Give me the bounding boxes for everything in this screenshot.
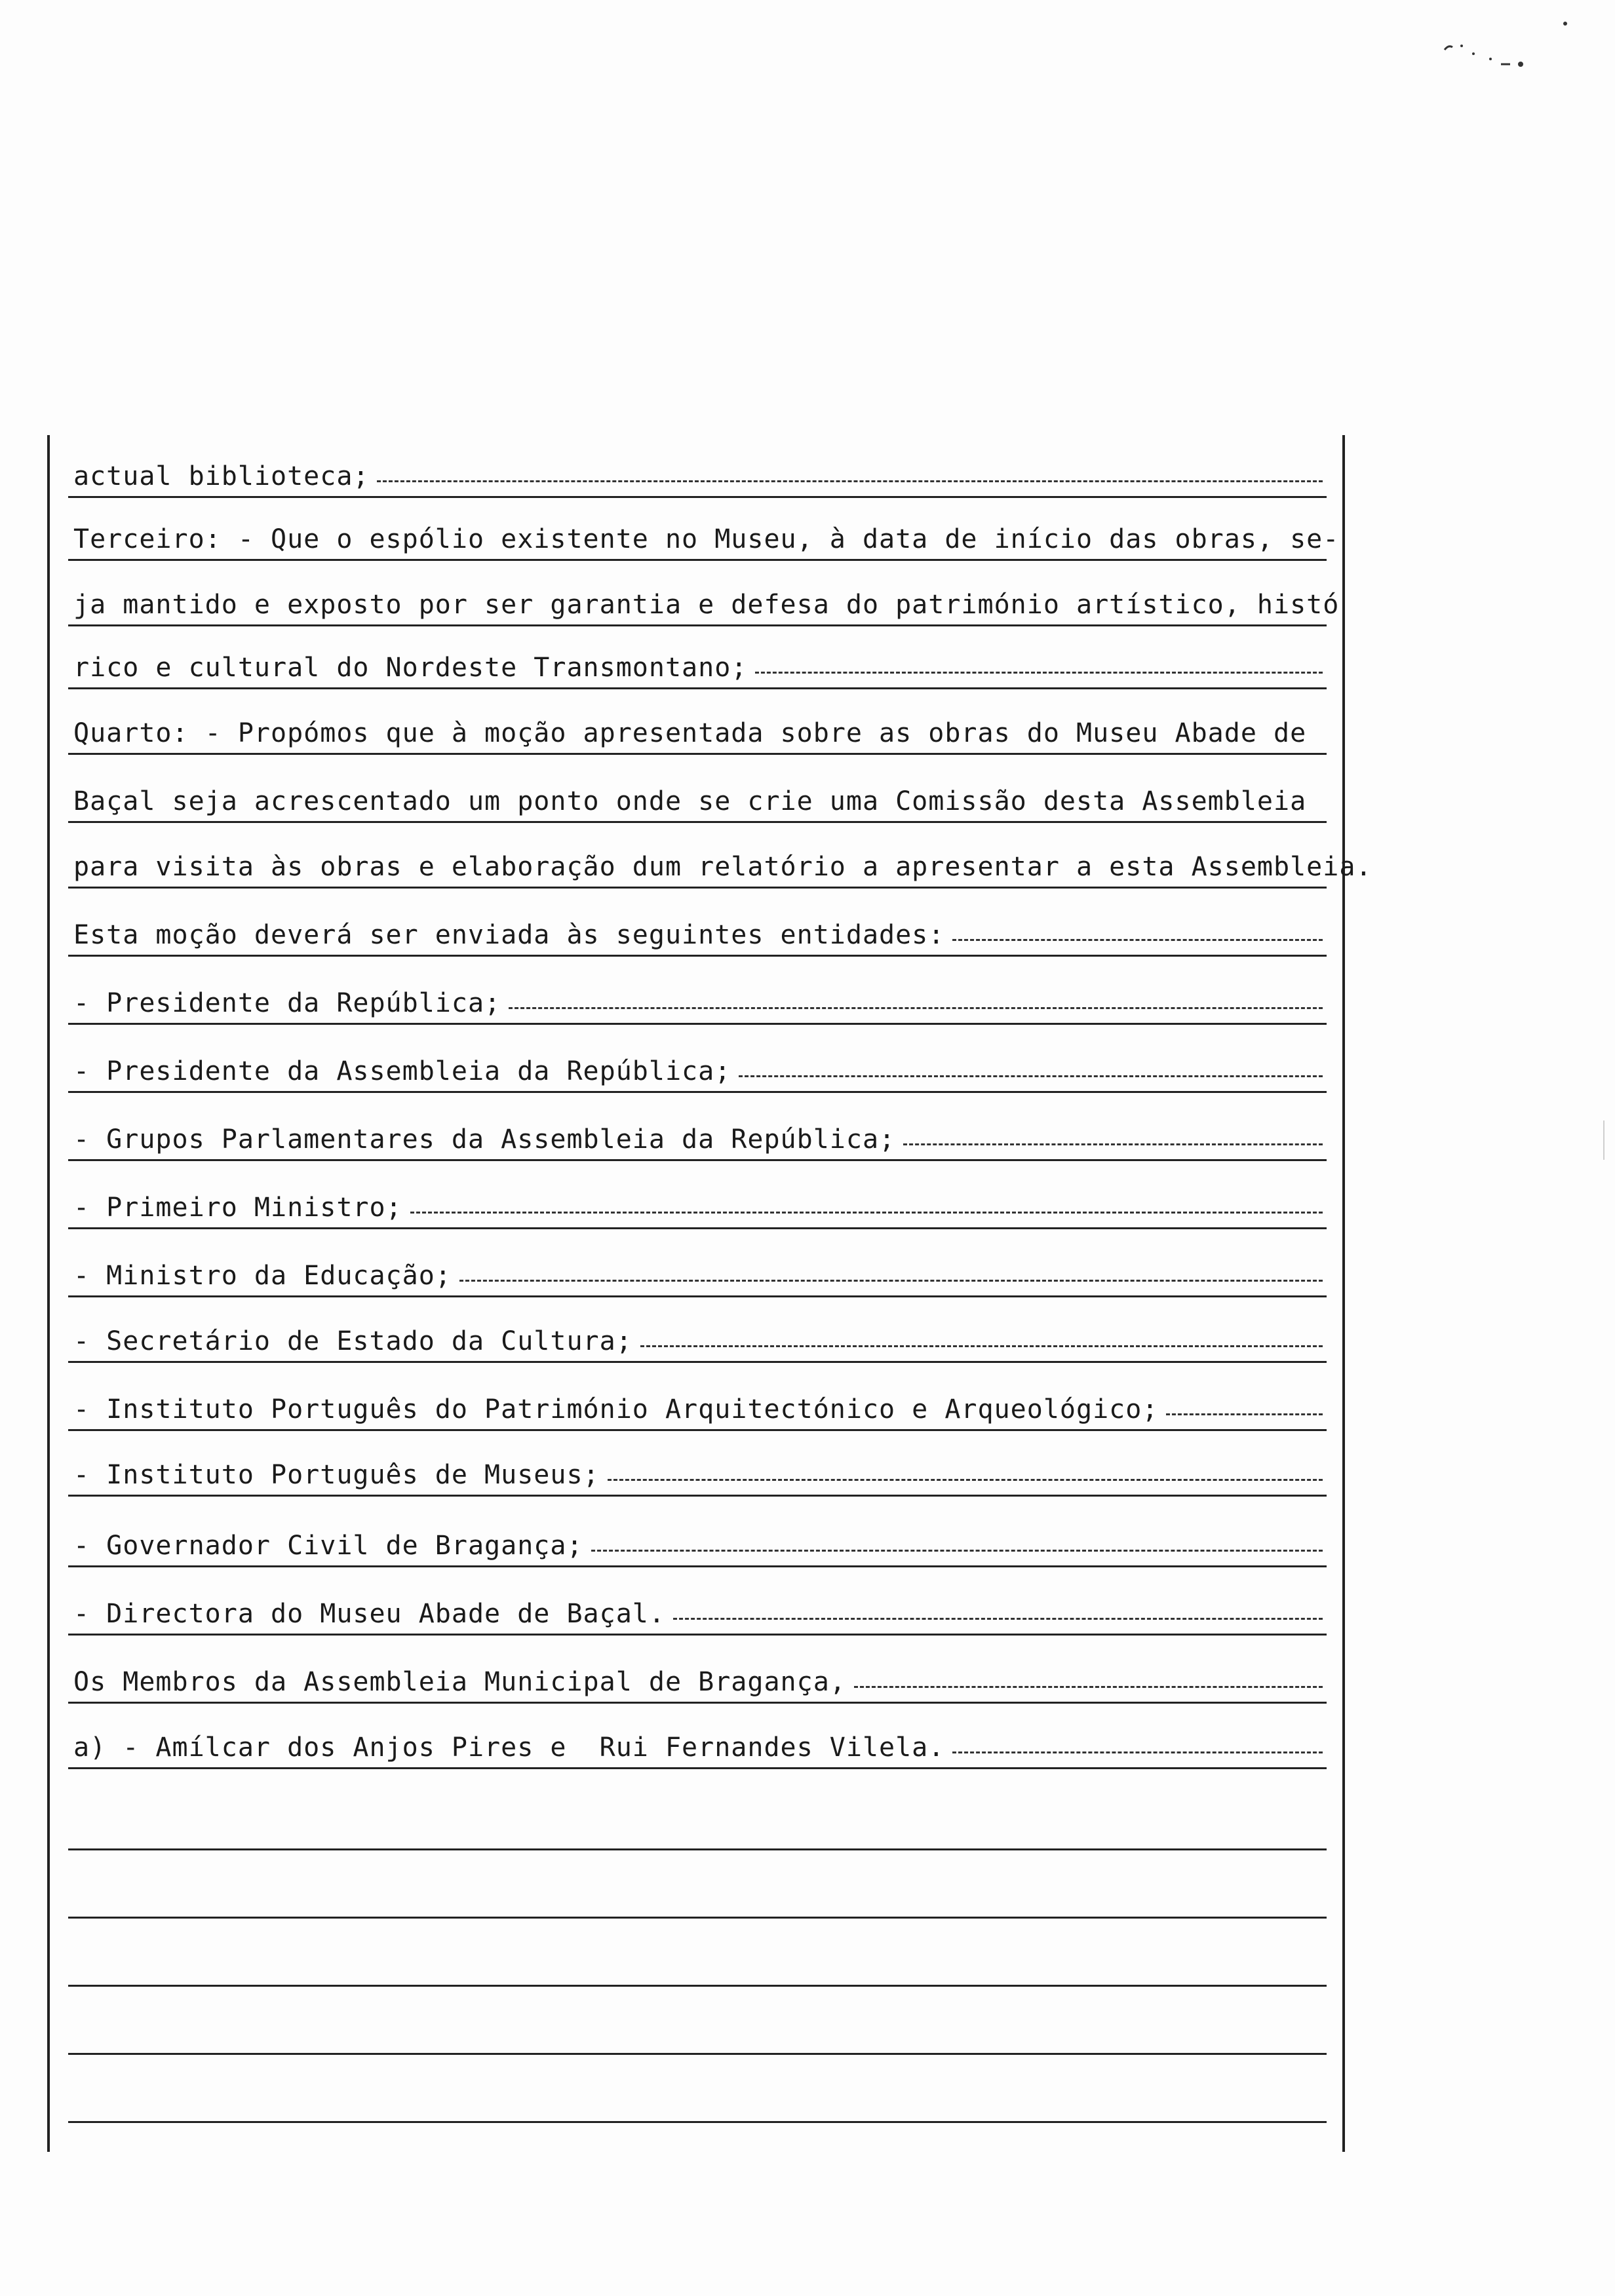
document-line: [68, 894, 1327, 957]
document-line: [68, 626, 1327, 689]
line-text: - Secretário de Estado da Cultura;: [73, 1326, 632, 1356]
dash-filler: [952, 939, 1323, 943]
blank-ruled-line: [68, 2060, 1327, 2123]
dash-filler: [640, 1345, 1323, 1349]
dash-filler: [755, 672, 1323, 676]
document-line: [68, 1641, 1327, 1704]
document-line: [68, 1504, 1327, 1567]
dash-filler: [608, 1479, 1323, 1483]
document-line: [68, 1234, 1327, 1297]
line-text: Quarto: - Propómos que à moção apresentada sobre as obras do Museu Abade de: [73, 718, 1307, 748]
line-text: - Governador Civil de Bragança;: [73, 1531, 583, 1561]
blank-ruled-line: [68, 1856, 1327, 1919]
dash-filler: [952, 1751, 1323, 1755]
document-line: [68, 1706, 1327, 1769]
dash-filler: [377, 480, 1323, 484]
dash-filler: [410, 1212, 1323, 1215]
line-text: - Ministro da Educação;: [73, 1261, 452, 1291]
dash-filler: [903, 1143, 1323, 1147]
line-text: - Grupos Parlamentares da Assembleia da República;: [73, 1124, 896, 1155]
line-text: - Instituto Português do Património Arquitectónico e Arqueológico;: [73, 1394, 1159, 1425]
line-text: a) - Amílcar dos Anjos Pires e Rui Fernandes Vilela.: [73, 1732, 945, 1763]
line-text: Esta moção deverá ser enviada às seguintes entidades:: [73, 920, 945, 950]
document-line: [68, 962, 1327, 1025]
document-line: [68, 1573, 1327, 1636]
blank-ruled-line: [68, 1924, 1327, 1987]
document-line: [68, 435, 1327, 498]
line-text: Baçal seja acrescentado um ponto onde se crie uma Comissão desta Assembleia: [73, 786, 1307, 816]
line-text: - Presidente da Assembleia da República;: [73, 1056, 731, 1086]
line-text: Terceiro: - Que o espólio existente no Museu, à data de início das obras, se-: [73, 524, 1340, 554]
document-line: [68, 1166, 1327, 1229]
document-line: [68, 1030, 1327, 1093]
document-line: [68, 1434, 1327, 1497]
document-line: [68, 760, 1327, 823]
dash-filler: [591, 1550, 1323, 1554]
blank-ruled-line: [68, 1992, 1327, 2055]
document-line: [68, 1098, 1327, 1161]
line-text: Os Membros da Assembleia Municipal de Bragança,: [73, 1667, 846, 1697]
line-text: - Instituto Português de Museus;: [73, 1460, 600, 1490]
ruled-sheet: [47, 435, 1372, 2152]
line-text: ja mantido e exposto por ser garantia e defesa do património artístico, histó: [73, 590, 1340, 620]
dash-filler: [509, 1007, 1323, 1011]
dash-filler: [739, 1075, 1323, 1079]
document-line: [68, 1368, 1327, 1431]
document-line: [68, 498, 1340, 561]
scan-speck-marks: [1435, 13, 1580, 92]
dash-filler: [459, 1280, 1323, 1284]
line-text: rico e cultural do Nordeste Transmontano;: [73, 653, 748, 683]
line-text: para visita às obras e elaboração dum relatório a apresentar a esta Assembleia.: [73, 852, 1372, 882]
line-text: - Primeiro Ministro;: [73, 1193, 402, 1223]
dash-filler: [1166, 1413, 1323, 1417]
document-line: [68, 1300, 1327, 1363]
blank-ruled-line: [68, 1788, 1327, 1850]
line-text: - Presidente da República;: [73, 988, 501, 1018]
dash-filler: [673, 1618, 1323, 1622]
margin-mark: [1603, 1120, 1605, 1160]
document-line: [68, 692, 1327, 755]
line-text: - Directora do Museu Abade de Baçal.: [73, 1599, 665, 1629]
document-line: [68, 564, 1340, 626]
line-text: actual biblioteca;: [73, 461, 370, 491]
document-line: [68, 826, 1372, 889]
dash-filler: [854, 1686, 1323, 1690]
